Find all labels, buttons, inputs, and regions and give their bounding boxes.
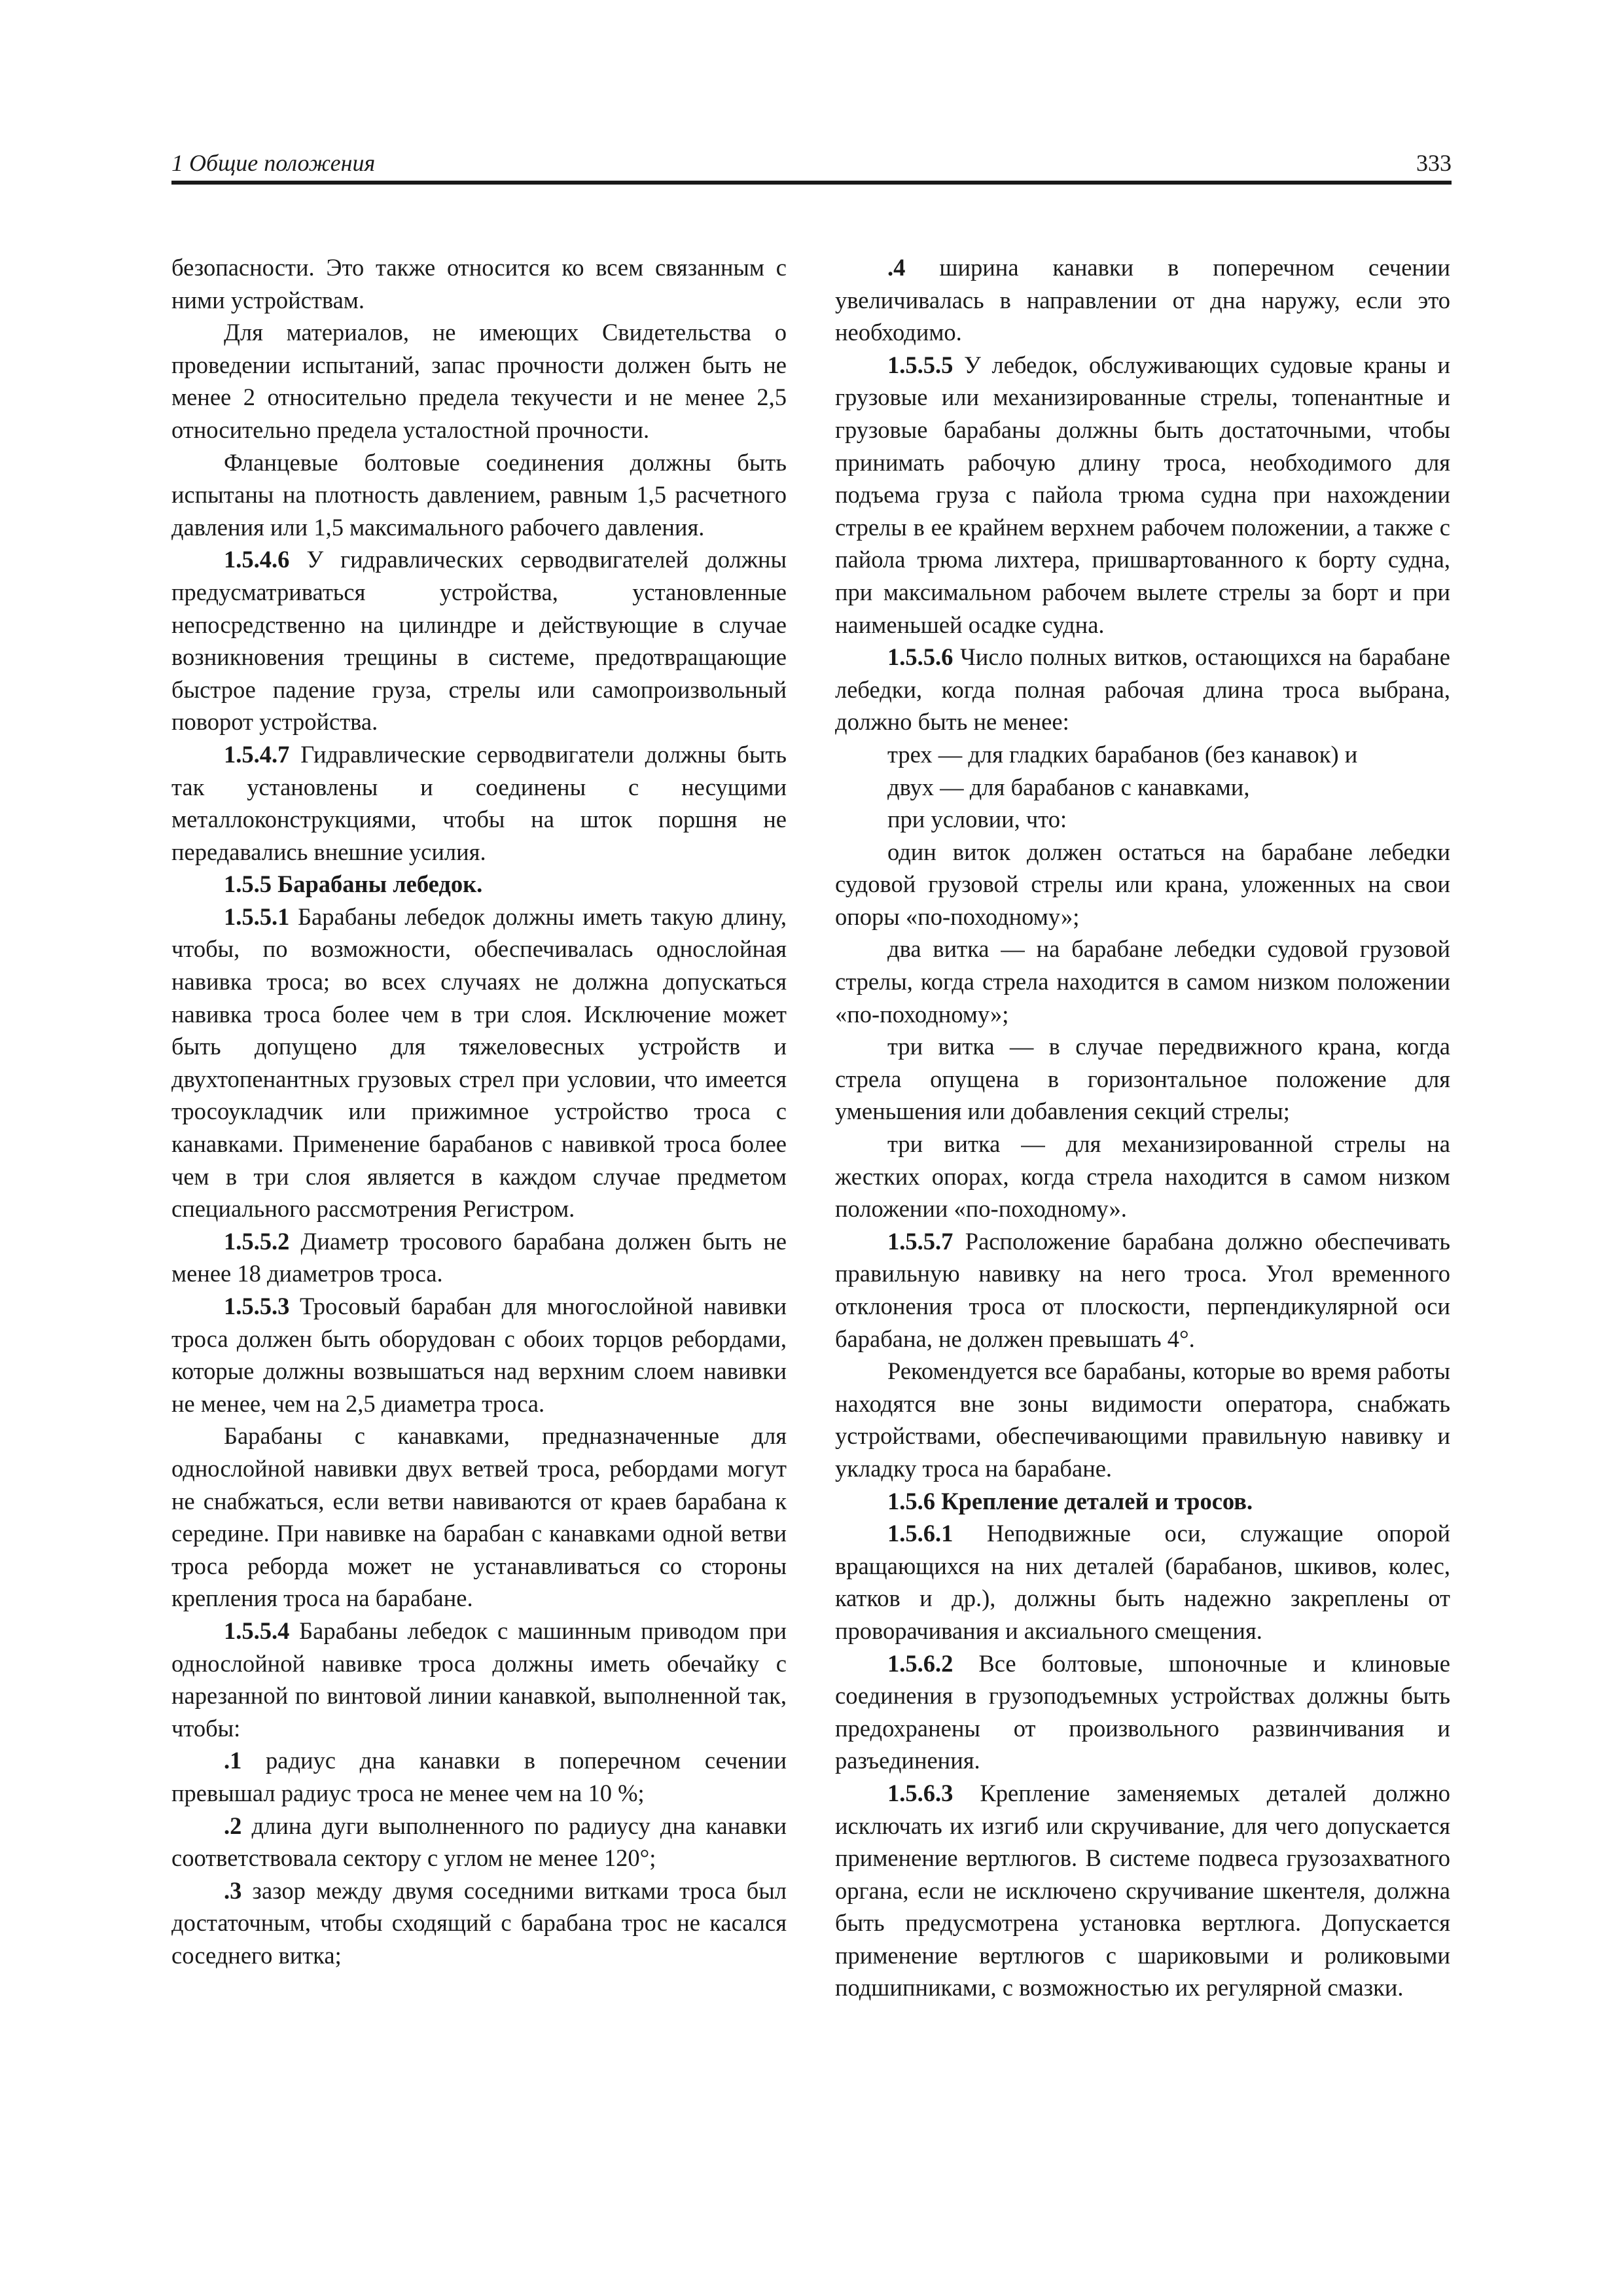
paragraph: Фланцевые болтовые соединения должны быть испытаны на плотность давлением, равным 1,5 расчетного давления или 1,5 максимального рабочего давления.	[171, 448, 787, 541]
section-heading: 1.5.6 Крепление деталей и тросов.	[887, 1487, 1253, 1515]
section-heading: 1.5.5 Барабаны лебедок.	[224, 870, 483, 898]
paragraph: при условии, что:	[887, 806, 1067, 833]
paragraph: 1.5.6.3 Крепление заменяемых деталей должно исключать их изгиб или скручивание, для чего допускается применение вертлюгов. В системе подвеса грузозахватного органа, если не исключено скручивание шкентеля, должна быть предусмотрена установка вертлюга. Допускается применение вертлюгов с шариковыми и роликовыми подшипниками, с возможностью их регулярной смазки.	[835, 1779, 1450, 2001]
paragraph: Барабаны с канавками, предназначенные для однослойной навивки двух ветвей троса, ребордами могут не снабжаться, если ветви навиваются от краев барабана к середине. При навивке на барабан с канавками одной ветви троса реборда может не устанавливаться со стороны крепления троса на барабане.	[171, 1422, 787, 1612]
paragraph: Для материалов, не имеющих Свидетельства о проведении испытаний, запас прочности должен быть не менее 2 относительно предела текучести и не менее 2,5 относительно предела усталостной прочности.	[171, 319, 787, 443]
list-item: .2 длина дуги выполненного по радиусу дна канавки соответствовала сектору с углом не менее 120°;	[171, 1812, 787, 1872]
paragraph: 1.5.5.5 У лебедок, обслуживающих судовые краны и грузовые или механизированные стрелы, топенантные и грузовые барабаны должны быть достаточными, чтобы принимать рабочую длину троса, необходимого для подъема груза с пайола трюма судна при нахождении стрелы в ее крайнем верхнем рабочем положении, а также с пайола трюма лихтера, пришвартованного к борту судна, при максимальном рабочем вылете стрелы за борт и при наименьшей осадке судна.	[835, 351, 1450, 638]
paragraph: два витка — на барабане лебедки судовой грузовой стрелы, когда стрела находится в самом низком положении «по-походному»;	[835, 935, 1450, 1028]
paragraph: безопасности. Это также относится ко всем связанным с ними устройствам.	[171, 254, 787, 314]
paragraph: 1.5.5.7 Расположение барабана должно обеспечивать правильную навивку на него троса. Угол временного отклонения троса от плоскости, перпендикулярной оси барабана, не должен превышать 4°.	[835, 1227, 1450, 1352]
paragraph: один виток должен остаться на барабане лебедки судовой грузовой стрелы или крана, уложенных на свои опоры «по-походному»;	[835, 838, 1450, 930]
paragraph: три витка — для механизированной стрелы на жестких опорах, когда стрела находится в самом низком положении «по-походному».	[835, 1130, 1450, 1223]
list-item: .3 зазор между двумя соседними витками троса был достаточным, чтобы сходящий с барабана трос не касался соседнего витка;	[171, 1876, 787, 1969]
paragraph: 1.5.6.1 Неподвижные оси, служащие опорой вращающихся на них деталей (барабанов, шкивов, колес, катков и др.), должны быть надежно закреплены от проворачивания и аксиального смещения.	[835, 1520, 1450, 1644]
paragraph: Рекомендуется все барабаны, которые во время работы находятся вне зоны видимости оператора, снабжать устройствами, обеспечивающими правильную навивку и укладку троса на барабане.	[835, 1357, 1450, 1482]
page-number: 333	[1416, 150, 1452, 176]
paragraph: двух — для барабанов с канавками,	[887, 773, 1250, 800]
left-column	[171, 251, 787, 1971]
paragraph: 1.5.5.2 Диаметр тросового барабана должен быть не менее 18 диаметров троса.	[171, 1227, 787, 1287]
paragraph: три витка — в случае передвижного крана, когда стрела опущена в горизонтальное положение для уменьшения или добавления секций стрелы;	[835, 1033, 1450, 1125]
paragraph: 1.5.5.3 Тросовый барабан для многослойной навивки троса должен быть оборудован с обоих торцов ребордами, которые должны возвышаться над верхним слоем навивки не менее, чем на 2,5 диаметра троса.	[171, 1293, 787, 1417]
paragraph: 1.5.6.2 Все болтовые, шпоночные и клиновые соединения в грузоподъемных устройствах должны быть предохранены от произвольного развинчивания и разъединения.	[835, 1649, 1450, 1774]
right-column	[835, 251, 1450, 2004]
list-item: .4 ширина канавки в поперечном сечении увеличивалась в направлении от дна наружу, если это необходимо.	[835, 254, 1450, 346]
paragraph: 1.5.4.6 У гидравлических серводвигателей должны предусматриваться устройства, установленные непосредственно на цилиндре и действующие в случае возникновения трещины в системе, предотвращающие быстрое падение груза, стрелы или самопроизвольный поворот устройства.	[171, 546, 787, 736]
list-item: .1 радиус дна канавки в поперечном сечении превышал радиус троса не менее чем на 10 %;	[171, 1747, 787, 1806]
section-title: 1 Общие положения	[171, 150, 376, 176]
paragraph: 1.5.4.7 Гидравлические серводвигатели должны быть так установлены и соединены с несущими металлоконструкциями, чтобы на шток поршня не передавались внешние усилия.	[171, 740, 787, 865]
paragraph: 1.5.5.1 Барабаны лебедок должны иметь такую длину, чтобы, по возможности, обеспечивалась однослойная навивка троса; во всех случаях не должна допускаться навивка троса более чем в три слоя. Исключение может быть допущено для тяжеловесных устройств и двухтопенантных грузовых стрел при условии, что имеется тросоукладчик или прижимное устройство троса с канавками. Применение барабанов с навивкой троса более чем в три слоя является в каждом случае предметом специального рассмотрения Регистром.	[171, 903, 787, 1223]
running-header	[171, 145, 1452, 185]
paragraph: 1.5.5.4 Барабаны лебедок с машинным приводом при однослойной навивке троса должны иметь обечайку с нарезанной по винтовой линии канавкой, выполненной так, чтобы:	[171, 1617, 787, 1742]
paragraph: трех — для гладких барабанов (без канавок) и	[887, 740, 1358, 768]
paragraph: 1.5.5.6 Число полных витков, остающихся на барабане лебедки, когда полная рабочая длина троса выбрана, должно быть не менее:	[835, 643, 1450, 736]
